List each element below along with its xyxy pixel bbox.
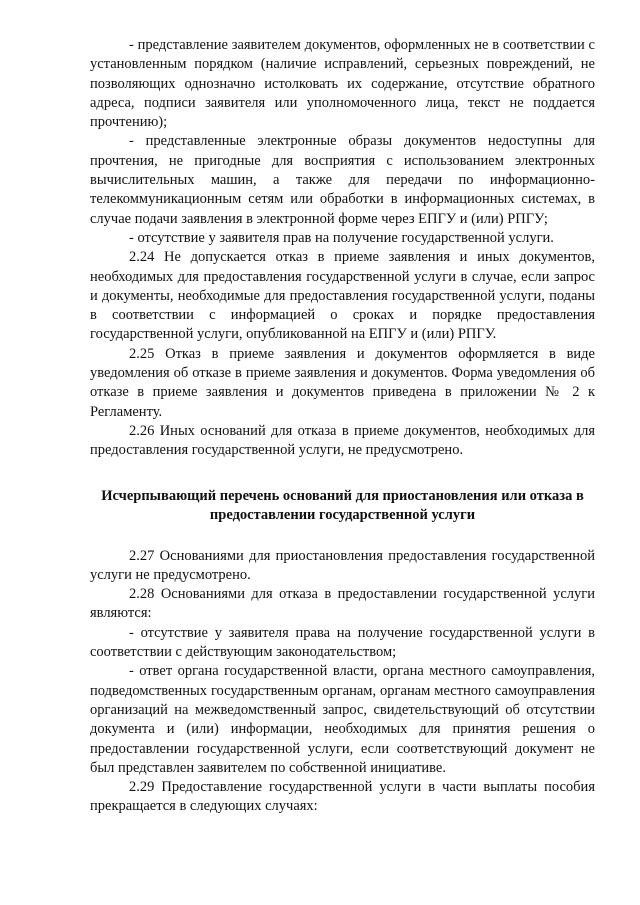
section-heading: Исчерпывающий перечень оснований для приостановления или отказа в предоставлении государственной услуги xyxy=(101,487,584,524)
paragraph-document-defects: - представление заявителем документов, оформленных не в соответствии с установленным порядком (наличие исправлений, серьезных повреждений, не позволяющих однозначно истолковать их содержание, отсутствие обратного адреса, подписи заявителя или уполномоченного лица, текст не поддается прочтению); xyxy=(90,37,595,131)
paragraph-2-26: 2.26 Иных оснований для отказа в приеме документов, необходимых для предоставления государственной услуги, не предусмотрено. xyxy=(90,422,595,459)
paragraph-electronic-images: - представленные электронные образы документов недоступны для прочтения, не пригодные для восприятия с использованием электронных вычислительных машин, а также для передачи по информационно-телекоммуникационным сетям или обработки в информационных системах, в случае подачи заявления в электронной форме через ЕПГУ и (или) РПГУ; xyxy=(90,133,595,227)
paragraph-no-right-legislation: - отсутствие у заявителя права на получение государственной услуги в соответствии с действующим законодательством; xyxy=(90,624,595,661)
paragraph-2-27: 2.27 Основаниями для приостановления предоставления государственной услуги не предусмотрено. xyxy=(90,547,595,583)
paragraph-2-28: 2.28 Основаниями для отказа в предоставлении государственной услуги являются: xyxy=(90,586,595,622)
paragraph-2-24: 2.24 Не допускается отказ в приеме заявления и иных документов, необходимых для предоставления государственной услуги в случае, если запрос и документы, необходимые для предоставления государственной услуги, поданы в соответствии с информацией о сроках и порядке предоставления государственной услуги, опубликованной на ЕПГУ и (или) РПГУ. xyxy=(90,249,595,343)
paragraph-no-rights: - отсутствие у заявителя прав на получение государственной услуги. xyxy=(129,229,554,246)
paragraph-2-29: 2.29 Предоставление государственной услуги в части выплаты пособия прекращается в следующих случаях: xyxy=(90,779,595,815)
paragraph-2-25: 2.25 Отказ в приеме заявления и документов оформляется в виде уведомления об отказе в приеме заявления и документов. Форма уведомления об отказе в приеме заявления и документов приведена в приложении № 2 к Регламенту. xyxy=(90,345,595,420)
paragraph-interagency-response: - ответ органа государственной власти, органа местного самоуправления, подведомственных государственным органам, органам местного самоуправления организаций на межведомственный запрос, свидетельствующий об отсутствии документа и (или) информации, необходимых для принятия решения о предоставлении государственной услуги, если соответствующий документ не был представлен заявителем по собственной инициативе. xyxy=(90,663,595,776)
